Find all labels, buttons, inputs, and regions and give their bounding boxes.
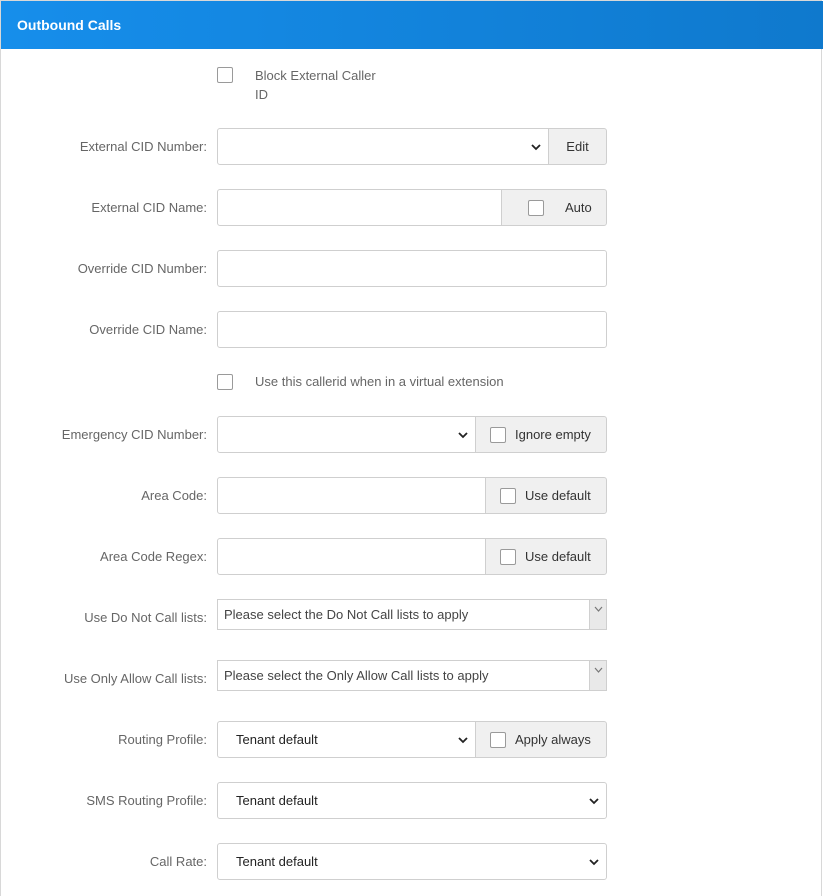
ignore-empty-label: Ignore empty [515,427,591,442]
ext-cid-edit-button[interactable]: Edit [548,128,607,165]
apply-always-checkbox[interactable] [490,732,506,748]
dropdown-caret-icon[interactable] [589,661,606,690]
chevron-down-icon [530,141,542,153]
ext-cid-name-auto-addon [501,189,607,226]
panel-header [1,1,823,49]
dnc-lists-label: Use Do Not Call lists: [84,610,207,625]
call-rate-row [0,843,824,880]
call-rate-select[interactable]: Tenant default [217,843,607,880]
area-code-regex-label: Area Code Regex: [100,549,207,564]
override-cid-number-label: Override CID Number: [77,261,207,276]
area-code-input[interactable] [217,477,487,514]
area-code-use-default-label: Use default [525,488,591,503]
area-code-row [0,477,824,514]
emergency-cid-select[interactable] [217,416,476,453]
apply-always-label: Apply always [515,732,591,747]
sms-routing-profile-row [0,782,824,819]
routing-profile-row [0,721,824,758]
dnc-lists-row [0,599,824,630]
dnc-lists-multiselect[interactable]: Please select the Do Not Call lists to apply [217,599,607,630]
panel-title: Outbound Calls [17,17,122,33]
auto-checkbox[interactable] [528,200,544,216]
virtual-extension-checkbox[interactable] [217,374,233,390]
ext-cid-number-select[interactable] [217,128,549,165]
ext-cid-name-input[interactable] [217,189,502,226]
emergency-cid-label: Emergency CID Number: [61,427,207,442]
routing-profile-label: Routing Profile: [118,732,207,747]
ignore-empty-addon [475,416,607,453]
virtual-extension-label: Use this callerid when in a virtual extension [255,374,504,389]
override-cid-number-input[interactable] [217,250,607,287]
block-external-cid-label: Block External Caller ID [255,68,376,102]
area-code-regex-use-default-checkbox[interactable] [500,549,516,565]
routing-profile-select[interactable]: Tenant default [217,721,476,758]
block-external-cid-checkbox[interactable] [217,67,233,83]
ext-cid-number-label: External CID Number: [79,139,207,154]
chevron-down-icon [457,734,469,746]
call-rate-label: Call Rate: [149,854,207,869]
allow-lists-label: Use Only Allow Call lists: [63,671,207,686]
area-code-default-addon [485,477,607,514]
area-code-label: Area Code: [141,488,207,503]
emergency-cid-row [0,416,824,453]
area-code-regex-default-addon [485,538,607,575]
sms-routing-profile-label: SMS Routing Profile: [86,793,207,808]
chevron-down-icon [588,856,600,868]
area-code-use-default-checkbox[interactable] [500,488,516,504]
dropdown-caret-icon[interactable] [589,600,606,629]
chevron-down-icon [588,795,600,807]
override-cid-name-label: Override CID Name: [89,322,207,337]
allow-lists-row [0,660,824,691]
apply-always-addon [475,721,607,758]
sms-routing-profile-select[interactable]: Tenant default [217,782,607,819]
allow-lists-multiselect[interactable]: Please select the Only Allow Call lists to apply [217,660,607,691]
override-cid-name-input[interactable] [217,311,607,348]
ignore-empty-checkbox[interactable] [490,427,506,443]
area-code-regex-input[interactable] [217,538,487,575]
override-cid-name-row [0,311,824,348]
area-code-regex-use-default-label: Use default [525,549,591,564]
ext-cid-number-row [0,128,824,165]
auto-checkbox-label: Auto [565,200,592,215]
ext-cid-name-row [0,189,824,226]
override-cid-number-row [0,250,824,287]
chevron-down-icon [457,429,469,441]
area-code-regex-row [0,538,824,575]
ext-cid-name-label: External CID Name: [91,200,207,215]
